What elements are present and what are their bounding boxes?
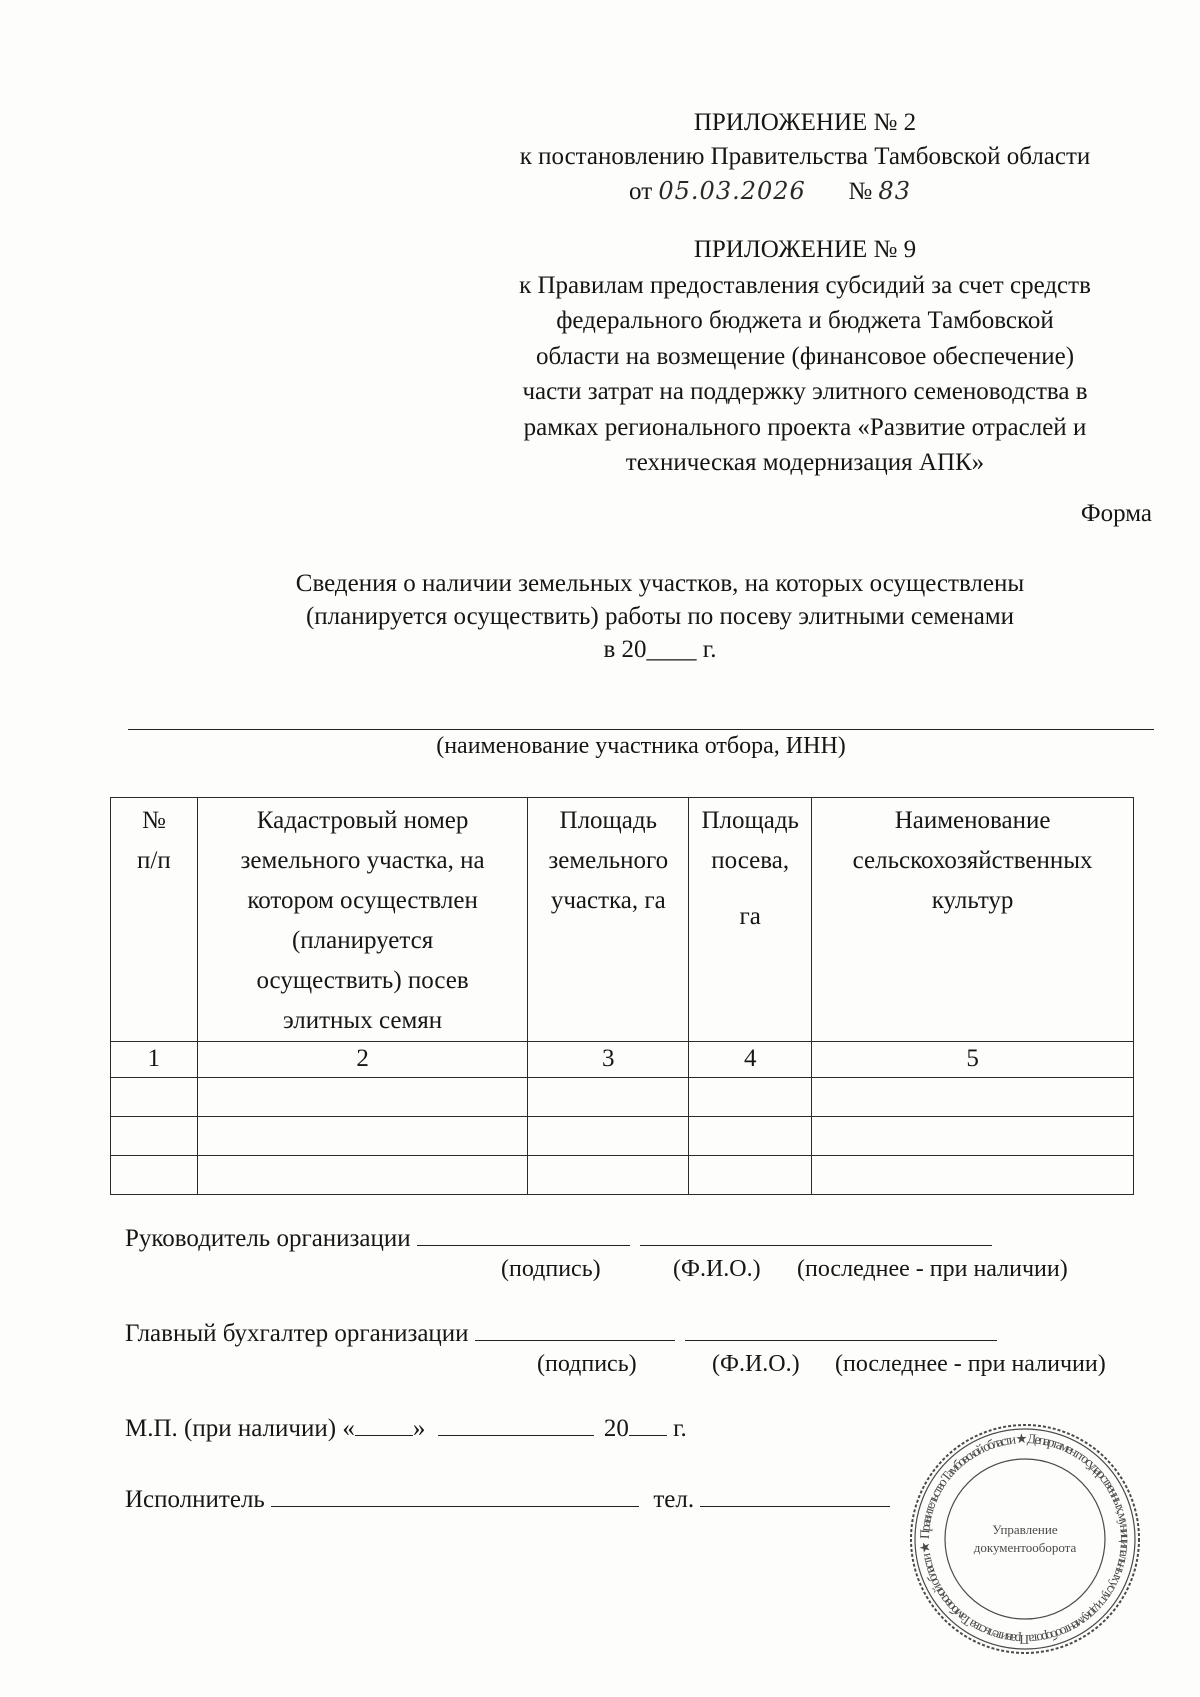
table-header-row: [111, 798, 1134, 1042]
column-number-row: [111, 1042, 1134, 1078]
annex-2-title: ПРИЛОЖЕНИЕ № 2: [693, 109, 917, 136]
participant-caption: (наименование участника отбора, ИНН): [436, 733, 846, 759]
handwritten-date: 05.03.2026: [658, 177, 806, 205]
stamp-center-line: Управление: [992, 1522, 1058, 1537]
column-number: 2: [197, 1042, 528, 1078]
seal-month-field[interactable]: [438, 1413, 594, 1436]
form-title-line: Сведения о наличии земельных участков, на которых осуществлены: [295, 570, 1025, 597]
seal-close-quote: »: [412, 1415, 426, 1442]
header-cell-number: № п/п: [111, 798, 198, 1042]
table-cell[interactable]: [111, 1078, 198, 1117]
annex-2-block: [460, 106, 1150, 209]
annex-9-block: [440, 232, 1170, 481]
table-cell[interactable]: [689, 1156, 812, 1195]
stamp-outer-text: Правительство Тамбовской области ★ Департамент государственных, муниципальных услуг и документооборота Правительства Тамбовской области ★: [916, 1430, 1134, 1648]
stamp-graphic: [908, 1422, 1142, 1656]
executor-label: Исполнитель: [125, 1486, 265, 1513]
table-row: [111, 1156, 1134, 1195]
table-cell[interactable]: [111, 1156, 198, 1195]
column-number: 5: [812, 1042, 1134, 1078]
accountant-sign-caption: (подпись): [537, 1351, 637, 1377]
accountant-name-caption: (Ф.И.О.): [712, 1351, 800, 1377]
annex-9-line: к Правилам предоставления субсидий за счет средств: [519, 271, 1091, 299]
header-cell-sowing-area: Площадь посева, га: [689, 798, 812, 1042]
annex-9-line: рамках регионального проекта «Развитие отраслей и: [523, 413, 1087, 441]
phone-label: тел.: [653, 1486, 695, 1513]
head-label: Руководитель организации: [125, 1225, 411, 1252]
stamp-ring: [915, 1429, 1135, 1649]
phone-field[interactable]: [700, 1484, 890, 1507]
executor-line: [125, 1484, 890, 1514]
table-cell[interactable]: [197, 1117, 528, 1156]
table-cell[interactable]: [812, 1156, 1134, 1195]
official-stamp: [908, 1422, 1142, 1656]
seal-date-line: [125, 1413, 687, 1443]
head-note-caption: (последнее - при наличии): [797, 1256, 1068, 1282]
accountant-name-field[interactable]: [685, 1318, 997, 1341]
stamp-center-line: документооборота: [973, 1540, 1077, 1555]
seal-year-suffix: г.: [673, 1415, 687, 1442]
header-cell-cadastral: Кадастровый номер земельного участка, на котором осуществлен (планируется осуществить) посев элитных семян: [197, 798, 528, 1042]
head-signature-line: [125, 1223, 992, 1253]
table-cell[interactable]: [197, 1156, 528, 1195]
form-title-year: в 20____ г.: [603, 636, 717, 663]
annex-2-line: к постановлению Правительства Тамбовской области: [519, 143, 1091, 170]
accountant-note-caption: (последнее - при наличии): [835, 1351, 1106, 1377]
column-number: 4: [689, 1042, 812, 1078]
column-number: 1: [111, 1042, 198, 1078]
form-label: Форма: [1080, 500, 1152, 527]
table-row: [111, 1117, 1134, 1156]
table-cell[interactable]: [528, 1156, 689, 1195]
annex-9-title: ПРИЛОЖЕНИЕ № 9: [693, 236, 917, 263]
header-cell-plot-area: Площадь земельного участка, га: [528, 798, 689, 1042]
table-cell[interactable]: [528, 1078, 689, 1117]
table-cell[interactable]: [689, 1078, 812, 1117]
annex-9-line: области на возмещение (финансовое обеспечение): [535, 342, 1075, 370]
table-cell[interactable]: [812, 1078, 1134, 1117]
table-cell[interactable]: [812, 1117, 1134, 1156]
handwritten-number: 83: [878, 177, 911, 205]
table-cell[interactable]: [689, 1117, 812, 1156]
accountant-label: Главный бухгалтер организации: [125, 1320, 469, 1347]
seal-day-field[interactable]: [355, 1413, 413, 1436]
header-cell-crops: Наименование сельскохозяйственных культур: [812, 798, 1134, 1042]
seal-year-field[interactable]: [629, 1413, 667, 1436]
seal-label: М.П. (при наличии) «: [125, 1415, 355, 1442]
form-title-line: (планируется осуществить) работы по посеву элитными семенами: [305, 603, 1015, 630]
date-prefix: от: [629, 178, 653, 205]
table-row: [111, 1078, 1134, 1117]
executor-field[interactable]: [271, 1484, 639, 1507]
head-name-field[interactable]: [640, 1223, 992, 1246]
column-number: 3: [528, 1042, 689, 1078]
form-title: [120, 567, 1200, 666]
seal-year-prefix: 20: [603, 1415, 629, 1442]
number-prefix: №: [848, 178, 873, 205]
annex-2-date-line: [390, 174, 1150, 209]
head-sign-caption: (подпись): [501, 1256, 601, 1282]
stamp-inner-ring: [945, 1459, 1105, 1619]
table-cell[interactable]: [197, 1078, 528, 1117]
accountant-signature-line: [125, 1318, 997, 1348]
head-name-caption: (Ф.И.О.): [673, 1256, 761, 1282]
land-plots-table: [110, 797, 1134, 1195]
accountant-signature-field[interactable]: [475, 1318, 675, 1341]
table-cell[interactable]: [111, 1117, 198, 1156]
participant-input-line[interactable]: [128, 729, 1154, 730]
annex-9-line: федерального бюджета и бюджета Тамбовской: [556, 307, 1054, 334]
annex-9-line: части затрат на поддержку элитного семеноводства в: [522, 378, 1088, 405]
table-cell[interactable]: [528, 1117, 689, 1156]
annex-9-line: техническая модернизация АПК»: [625, 449, 985, 476]
head-signature-field[interactable]: [417, 1223, 630, 1246]
